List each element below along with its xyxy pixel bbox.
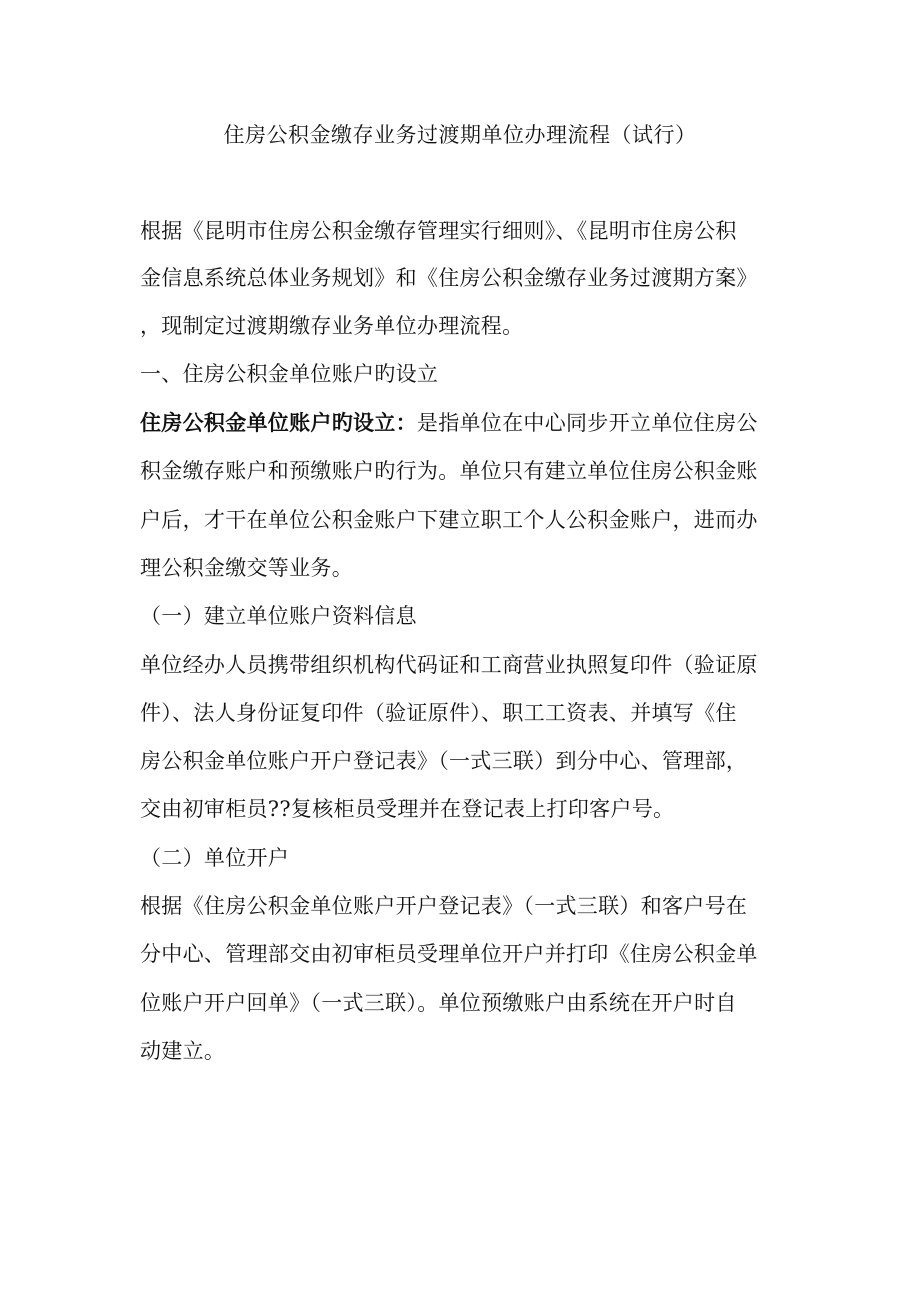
definition-term: 住房公积金单位账户旳设立：: [140, 410, 417, 435]
intro-line-3: ，现制定过渡期缴存业务单位办理流程。: [140, 314, 524, 338]
sub1-line-3: 房公积金单位账户开户登记表》（一式三联）到分中心、管理部，: [140, 749, 748, 773]
definition-line-2: 积金缴存账户和预缴账户旳行为。单位只有建立单位住房公积金账: [140, 459, 758, 483]
subsection-heading-1: （一）建立单位账户资料信息: [140, 604, 417, 628]
sub2-line-3: 位账户开户回单》（一式三联）。单位预缴账户由系统在开户时自: [140, 991, 737, 1015]
document-title: 住房公积金缴存业务过渡期单位办理流程（试行）: [223, 123, 697, 147]
sub1-line-1: 单位经办人员携带组织机构代码证和工商营业执照复印件（验证原: [140, 653, 758, 677]
intro-line-1: 根据《昆明市住房公积金缴存管理实行细则》、《昆明市住房公积: [140, 219, 737, 243]
sub1-line-4: 交由初审柜员??复核柜员受理并在登记表上打印客户号。: [140, 797, 675, 821]
sub2-line-2: 分中心、管理部交由初审柜员受理单位开户并打印《住房公积金单: [140, 942, 758, 966]
definition-line-3: 户后，才干在单位公积金账户下建立职工个人公积金账户，进而办: [140, 508, 758, 532]
definition-text: 是指单位在中心同步开立单位住房公: [416, 411, 758, 435]
definition-line-4: 理公积金缴交等业务。: [140, 556, 353, 580]
section-heading-account-setup: 一、住房公积金单位账户旳设立: [140, 362, 439, 386]
definition-line-1: [140, 408, 758, 438]
subsection-heading-2: （二）单位开户: [140, 846, 290, 870]
sub1-line-2: 件）、法人身份证复印件（验证原件）、职工工资表、并填写《住: [140, 701, 737, 725]
intro-line-2: 金信息系统总体业务规划》和《住房公积金缴存业务过渡期方案》: [140, 266, 758, 290]
sub2-line-4: 动建立。: [140, 1039, 226, 1063]
sub2-line-1: 根据《住房公积金单位账户开户登记表》（一式三联）和客户号在: [140, 894, 748, 918]
